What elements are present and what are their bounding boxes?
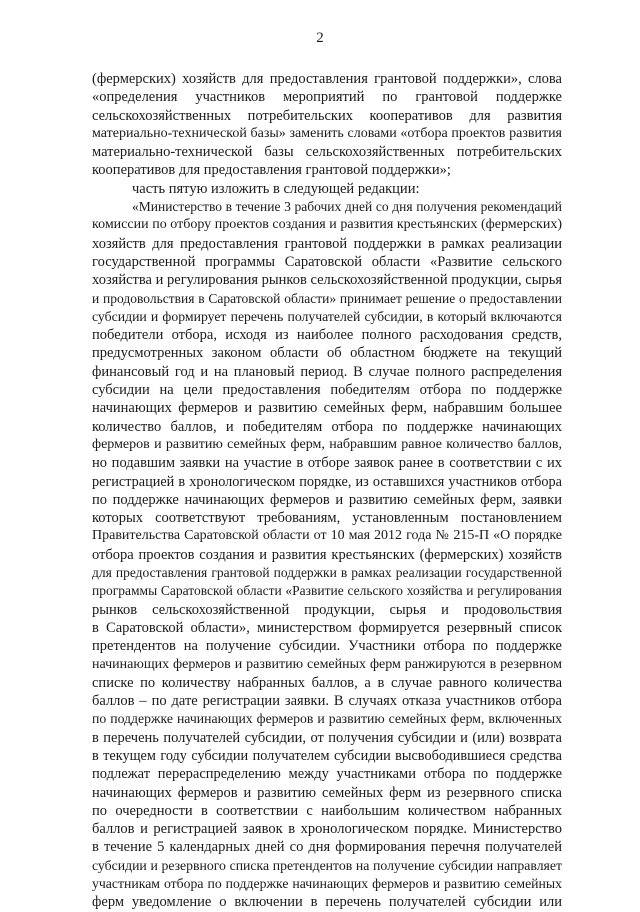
text-line: регистрацией в хронологическом порядке, из оставшихся участников отбора [92,473,562,490]
text-line: отбора проектов создания и развития крестьянских (фермерских) хозяйств [92,546,562,563]
text-line: субсидии и резервного списка претендентов на получение субсидии направляет [92,857,562,873]
text-line: государственной программы Саратовской области «Развитие сельского [92,253,562,270]
text-line: Правительства Саратовской области от 10 мая 2012 года № 215-П «О порядке [92,528,562,544]
text-line: начинающих фермеров и развитию семейных ферм из резервного списка [92,784,562,801]
text-line: и продовольствия в Саратовской области» принимает решение о предоставлении [92,290,562,306]
page-number: 2 [316,30,324,46]
text-line: в Саратовской области», министерством формируется резервный список [92,619,562,636]
text-line: субсидии на цели предоставления победителям отбора по поддержке [92,382,562,399]
text-line: но подавшим заявки на участие в отборе заявок ранее в соответствии с их [92,455,562,472]
document-body [92,70,562,912]
text-line: количество баллов, и победителям отбора по поддержке начинающих [92,418,562,435]
text-line: для предоставления грантовой поддержки в рамках реализации государственной [92,565,562,581]
text-line: рынков сельскохозяйственной продукции, сырья и продовольствия [92,601,562,618]
text-line: материально-технической базы сельскохозяйственных потребительских [92,144,562,161]
text-line: комиссии по отбору проектов создания и развития крестьянских (фермерских) [92,217,562,233]
text-line: (фермерских) хозяйств для предоставления грантовой поддержки», слова [92,71,562,87]
text-line: финансовый год и на плановый период. В случае полного распределения [92,363,562,380]
text-line: в перечень получателей субсидии, от получения субсидии и (или) возврата [92,729,562,746]
text-line: в текущем году субсидии получателем субсидии высвободившиеся средства [92,747,562,764]
text-line: фермеров и развитию семейных ферм, набравшим равное количество баллов, [92,436,562,452]
text-line: хозяйства и регулирования рынков сельскохозяйственной продукции, сырья [92,272,562,289]
text-line: субсидии и формирует перечень получателей субсидии, в который включаются [92,308,562,324]
text-line: участникам отбора по поддержке начинающих фермеров и развитию семейных [92,876,562,892]
text-line: по поддержке начинающих фермеров и развитию семейных ферм, заявки [92,491,562,508]
text-line: списке по количеству набранных баллов, а в случае равного количества [92,674,562,691]
text-line: «Министерство в течение 3 рабочих дней со дня получения рекомендаций [132,199,562,215]
text-line: подлежат перераспределению между участниками отбора по поддержке [92,766,562,783]
text-line: часть пятую изложить в следующей редакции: [132,180,420,197]
text-line: в течение 5 календарных дней со дня формирования перечня получателей [92,839,562,856]
text-line: начинающих фермеров и развитию семейных ферм, набравшим большее [92,400,562,417]
text-line: начинающих фермеров и развитию семейных ферм ранжируются в резервном [92,656,562,672]
text-line: по поддержке начинающих фермеров и развитию семейных ферм, включенных [92,711,562,727]
text-line: сельскохозяйственных потребительских кооперативов для развития [92,107,562,124]
text-line: предусмотренных законом области об областном бюджете на текущий [92,345,562,362]
text-line: победители отбора, исходя из наиболее полного расходования средств, [92,327,562,344]
text-line: баллов и регистрацией заявок в хронологическом порядке. Министерство [92,821,562,838]
text-line: материально-технической базы» заменить словами «отбора проектов развития [92,125,562,141]
text-line: претендентов на получение субсидии. Участники отбора по поддержке [92,638,562,655]
text-line: по очередности в соответствии с наибольшим количеством набранных [92,802,562,819]
text-line: «определения участников мероприятий по грантовой поддержке [92,89,562,106]
text-line: программы Саратовской области «Развитие сельского хозяйства и регулирования [92,583,562,599]
text-line: которых соответствуют требованиям, установленным постановлением [92,510,562,527]
text-line: хозяйств для предоставления грантовой поддержки в рамках реализации [92,235,562,252]
text-line: баллов – по дате регистрации заявки. В случаях отказа участников отбора [92,693,562,710]
text-line: ферм уведомление о включении в перечень получателей субсидии или [92,894,562,911]
text-line: кооперативов для предоставления грантовой поддержки»; [92,162,451,179]
